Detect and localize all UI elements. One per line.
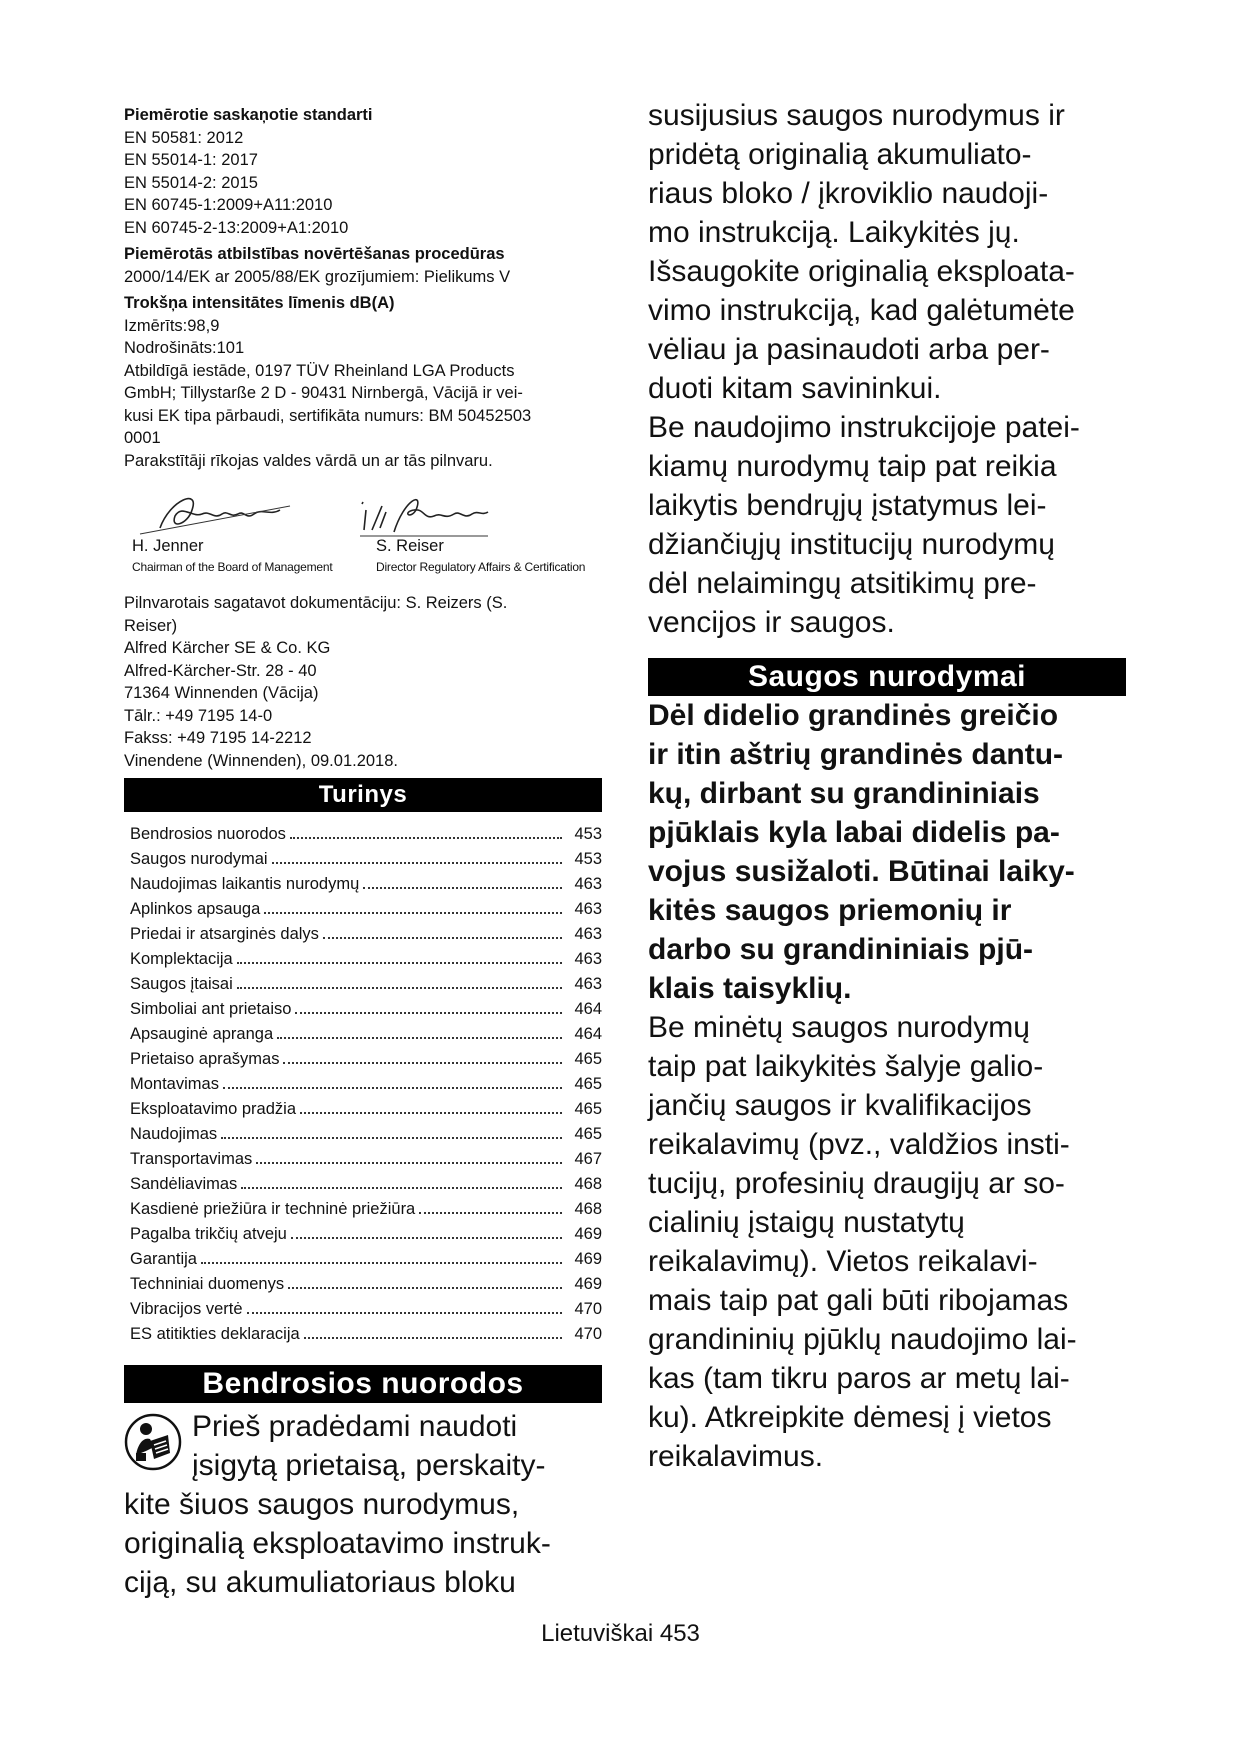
safety-body-text: [648, 1008, 1126, 1476]
toc-leader-dots: [304, 1337, 562, 1339]
toc-item-page: 464: [574, 1000, 602, 1018]
authority-line: kusi EK tipa pārbaudi, sertifikāta numurs: BM 50452503: [124, 406, 532, 425]
signature-jenner: [130, 480, 300, 540]
toc-item[interactable]: [130, 1197, 602, 1222]
toc-item[interactable]: [130, 1122, 602, 1147]
toc-item[interactable]: [130, 1322, 602, 1347]
toc-leader-dots: [283, 1062, 562, 1064]
signer1-title: Chairman of the Board of Management: [132, 560, 333, 574]
safety-body-line: taip pat laikykitės šalyje galio-: [648, 1050, 1044, 1083]
toc-item-label: ES atitikties deklaracija: [130, 1325, 300, 1343]
continuation-line: pridėtą originalią akumuliato-: [648, 138, 1032, 171]
toc-item-page: 467: [574, 1150, 602, 1168]
procedure-heading: Piemērotās atbilstības novērtēšanas procedūras: [124, 245, 505, 263]
toc-item-label: Aplinkos apsauga: [130, 900, 261, 918]
toc-item[interactable]: [130, 872, 602, 897]
warning-line: kitės saugos priemonių ir: [648, 894, 1012, 927]
toc-item-page: 469: [574, 1225, 602, 1243]
toc-leader-dots: [237, 962, 562, 964]
signature-reiser: [354, 480, 494, 540]
toc-item-page: 468: [574, 1175, 602, 1193]
safety-body-line: kas (tam tikru paros ar metų lai-: [648, 1362, 1070, 1395]
continuation-line: dėl nelaimingų atsitikimų pre-: [648, 567, 1037, 600]
toc-item-label: Naudojimas laikantis nurodymų: [130, 875, 360, 893]
toc-item[interactable]: [130, 972, 602, 997]
left-column: [124, 104, 602, 1602]
toc-item-page: 468: [574, 1200, 602, 1218]
toc-item-label: Priedai ir atsarginės dalys: [130, 925, 319, 943]
warning-line: darbo su grandininiais pjū-: [648, 933, 1034, 966]
standard-line: EN 60745-2-13:2009+A1:2010: [124, 218, 349, 237]
safety-body-line: jančių saugos ir kvalifikacijos: [648, 1089, 1032, 1122]
toc-item[interactable]: [130, 1272, 602, 1297]
toc-item-label: Saugos įtaisai: [130, 975, 233, 993]
toc-item-page: 453: [574, 850, 602, 868]
toc-leader-dots: [300, 1112, 562, 1114]
toc-item-label: Apsauginė apranga: [130, 1025, 274, 1043]
toc-item-page: 465: [574, 1100, 602, 1118]
page-footer: [0, 1620, 1241, 1648]
noise-heading: Trokšņa intensitātes līmenis dB(A): [124, 294, 395, 312]
continuation-line: kiamų nurodymų taip pat reikia: [648, 450, 1057, 483]
continuation-line: laikytis bendrųjų įstatymus lei-: [648, 489, 1047, 522]
contact-line: Alfred Kärcher SE & Co. KG: [124, 639, 331, 657]
intro-line: įsigytą prietaisą, perskaity-: [192, 1449, 546, 1482]
signer2-name: S. Reiser: [376, 537, 444, 555]
toc-item-page: 470: [574, 1325, 602, 1343]
warning-line: klais taisyklių.: [648, 972, 852, 1005]
continuation-line: susijusius saugos nurodymus ir: [648, 99, 1065, 132]
safety-body-line: reikalavimų). Vietos reikalavi-: [648, 1245, 1038, 1278]
continuation-line: džiančiųjų institucijų nurodymų: [648, 528, 1055, 561]
warning-line: Dėl didelio grandinės greičio: [648, 699, 1059, 732]
right-column: [648, 96, 1126, 1476]
toc-item[interactable]: [130, 1072, 602, 1097]
toc-item-page: 453: [574, 825, 602, 843]
toc-leader-dots: [241, 1187, 562, 1189]
toc-item-page: 465: [574, 1050, 602, 1068]
toc-item-label: Garantija: [130, 1250, 197, 1268]
toc-item-label: Kasdienė priežiūra ir techninė priežiūra: [130, 1200, 416, 1218]
authority-line: 0001: [124, 429, 161, 447]
footer-page-number: 453: [659, 1620, 700, 1647]
continuation-line: vėliau ja pasinaudoti arba per-: [648, 333, 1050, 366]
toc-item[interactable]: [130, 822, 602, 847]
toc-leader-dots: [419, 1212, 562, 1214]
intro-line: originalią eksploatavimo instruk-: [124, 1527, 551, 1560]
toc-item-page: 463: [574, 950, 602, 968]
continuation-line: vencijos ir saugos.: [648, 606, 895, 639]
warning-line: kų, dirbant su grandininiais: [648, 777, 1040, 810]
toc-item-page: 463: [574, 975, 602, 993]
intro-line: kite šiuos saugos nurodymus,: [124, 1488, 520, 1521]
procedure-text: 2000/14/EK ar 2005/88/EK grozījumiem: Pielikums V: [124, 267, 511, 286]
toc-item[interactable]: [130, 1297, 602, 1322]
toc-leader-dots: [288, 1287, 562, 1289]
toc-item[interactable]: [130, 1222, 602, 1247]
toc-item[interactable]: [130, 1047, 602, 1072]
contact-block: [124, 592, 602, 772]
toc-item-label: Transportavimas: [130, 1150, 253, 1168]
authority-line: GmbH; Tillystarße 2 D - 90431 Nirnbergā, Vācijā ir vei-: [124, 384, 523, 402]
toc-item[interactable]: [130, 1097, 602, 1122]
toc-item[interactable]: [130, 997, 602, 1022]
toc-item[interactable]: [130, 947, 602, 972]
toc-item-label: Techniniai duomenys: [130, 1275, 285, 1293]
noise-measured: Izmērīts:98,9: [124, 316, 220, 335]
standard-line: EN 55014-2: 2015: [124, 173, 258, 192]
toc-item-page: 465: [574, 1125, 602, 1143]
toc-leader-dots: [247, 1312, 563, 1314]
safety-body-line: reikalavimų (pvz., valdžios insti-: [648, 1128, 1070, 1161]
safety-body-line: mais taip pat gali būti ribojamas: [648, 1284, 1069, 1317]
toc-item[interactable]: [130, 1172, 602, 1197]
toc-leader-dots: [264, 912, 562, 914]
safety-body-line: cialinių įstaigų nustatytų: [648, 1206, 965, 1239]
authority-line: Atbildīgā iestāde, 0197 TÜV Rheinland LGA Products: [124, 361, 515, 380]
standard-line: EN 55014-1: 2017: [124, 151, 258, 169]
toc-item-label: Vibracijos vertė: [130, 1300, 243, 1318]
toc-heading: Turinys: [124, 778, 602, 812]
toc-item-page: 463: [574, 875, 602, 893]
safety-body-line: Be minėtų saugos nurodymų: [648, 1011, 1030, 1044]
toc-item-label: Komplektacija: [130, 950, 233, 968]
toc-item-page: 464: [574, 1025, 602, 1043]
general-heading: Bendrosios nuorodos: [124, 1365, 602, 1403]
safety-body-line: reikalavimus.: [648, 1440, 824, 1473]
noise-guaranteed: Nodrošināts:101: [124, 339, 245, 357]
toc-item-label: Montavimas: [130, 1075, 219, 1093]
toc-item-label: Bendrosios nuorodos: [130, 825, 286, 843]
continuation-line: duoti kitam savininkui.: [648, 372, 942, 405]
toc-leader-dots: [223, 1087, 562, 1089]
toc-item-page: 470: [574, 1300, 602, 1318]
continuation-text: [648, 96, 1126, 642]
toc-leader-dots: [363, 887, 562, 889]
continuation-line: Be naudojimo instrukcijoje patei-: [648, 411, 1080, 444]
toc-item[interactable]: [130, 897, 602, 922]
toc-item-page: 469: [574, 1275, 602, 1293]
toc-item-label: Simboliai ant prietaiso: [130, 1000, 292, 1018]
intro-text: [124, 1407, 602, 1602]
intro-line: ciją, su akumuliatoriaus bloku: [124, 1566, 516, 1599]
toc-item-label: Sandėliavimas: [130, 1175, 238, 1193]
contact-line: Alfred-Kärcher-Str. 28 - 40: [124, 661, 317, 680]
safety-heading: Saugos nurodymai: [648, 658, 1126, 696]
toc-leader-dots: [323, 937, 562, 939]
toc-item[interactable]: [130, 922, 602, 947]
warning-line: ir itin aštrių grandinės dantu-: [648, 738, 1064, 771]
standards-heading: Piemērotie saskaņotie standarti: [124, 106, 373, 124]
signatories-text: Parakstītāji rīkojas valdes vārdā un ar tās pilnvaru.: [124, 451, 493, 470]
toc-leader-dots: [201, 1262, 562, 1264]
intro-line: Prieš pradėdami naudoti: [192, 1410, 518, 1443]
toc-item-page: 469: [574, 1250, 602, 1268]
contact-line: Reiser): [124, 616, 178, 635]
contact-line: Pilnvarotais sagatavot dokumentāciju: S. Reizers (S.: [124, 594, 508, 612]
toc-list: [124, 822, 602, 1347]
warning-line: pjūklais kyla labai didelis pa-: [648, 816, 1060, 849]
signatures: [124, 480, 602, 582]
toc-item-label: Saugos nurodymai: [130, 850, 268, 868]
toc-item-page: 463: [574, 900, 602, 918]
toc-item-page: 463: [574, 925, 602, 943]
toc-leader-dots: [277, 1037, 562, 1039]
toc-leader-dots: [290, 837, 562, 839]
continuation-line: vimo instrukciją, kad galėtumėte: [648, 294, 1075, 327]
safety-body-line: ku). Atkreipkite dėmesį į vietos: [648, 1401, 1052, 1434]
safety-body-line: grandininių pjūklų naudojimo lai-: [648, 1323, 1077, 1356]
continuation-line: riaus bloko / įkroviklio naudoji-: [648, 177, 1049, 210]
toc-item[interactable]: [130, 847, 602, 872]
toc-item[interactable]: [130, 1247, 602, 1272]
signer2-title: Director Regulatory Affairs & Certification: [376, 560, 586, 574]
safety-body-line: tucijų, profesinių draugijų ar so-: [648, 1167, 1065, 1200]
continuation-line: Išsaugokite originalią eksploata-: [648, 255, 1075, 288]
toc-item-label: Pagalba trikčių atveju: [130, 1225, 287, 1243]
warning-text: [648, 696, 1126, 1008]
toc-leader-dots: [221, 1137, 562, 1139]
toc-leader-dots: [256, 1162, 562, 1164]
toc-leader-dots: [295, 1012, 562, 1014]
contact-line: Vinendene (Winnenden), 09.01.2018.: [124, 751, 398, 770]
toc-item-label: Eksploatavimo pradžia: [130, 1100, 296, 1118]
read-manual-icon: [124, 1413, 182, 1471]
toc-leader-dots: [237, 987, 562, 989]
contact-line: Tālr.: +49 7195 14-0: [124, 706, 273, 725]
standard-line: EN 50581: 2012: [124, 128, 244, 147]
toc-leader-dots: [272, 862, 562, 864]
continuation-line: mo instrukciją. Laikykitės jų.: [648, 216, 1020, 249]
footer-language: Lietuviškai: [541, 1620, 654, 1647]
toc-item-label: Naudojimas: [130, 1125, 218, 1143]
warning-line: vojus susižaloti. Būtinai laiky-: [648, 855, 1075, 888]
toc-item-label: Prietaiso aprašymas: [130, 1050, 280, 1068]
contact-line: Fakss: +49 7195 14-2212: [124, 729, 312, 747]
contact-line: 71364 Winnenden (Vācija): [124, 684, 319, 702]
toc-item[interactable]: [130, 1022, 602, 1047]
toc-item[interactable]: [130, 1147, 602, 1172]
standard-line: EN 60745-1:2009+A11:2010: [124, 196, 333, 214]
signer1-name: H. Jenner: [132, 537, 204, 555]
toc-leader-dots: [291, 1237, 562, 1239]
toc-item-page: 465: [574, 1075, 602, 1093]
